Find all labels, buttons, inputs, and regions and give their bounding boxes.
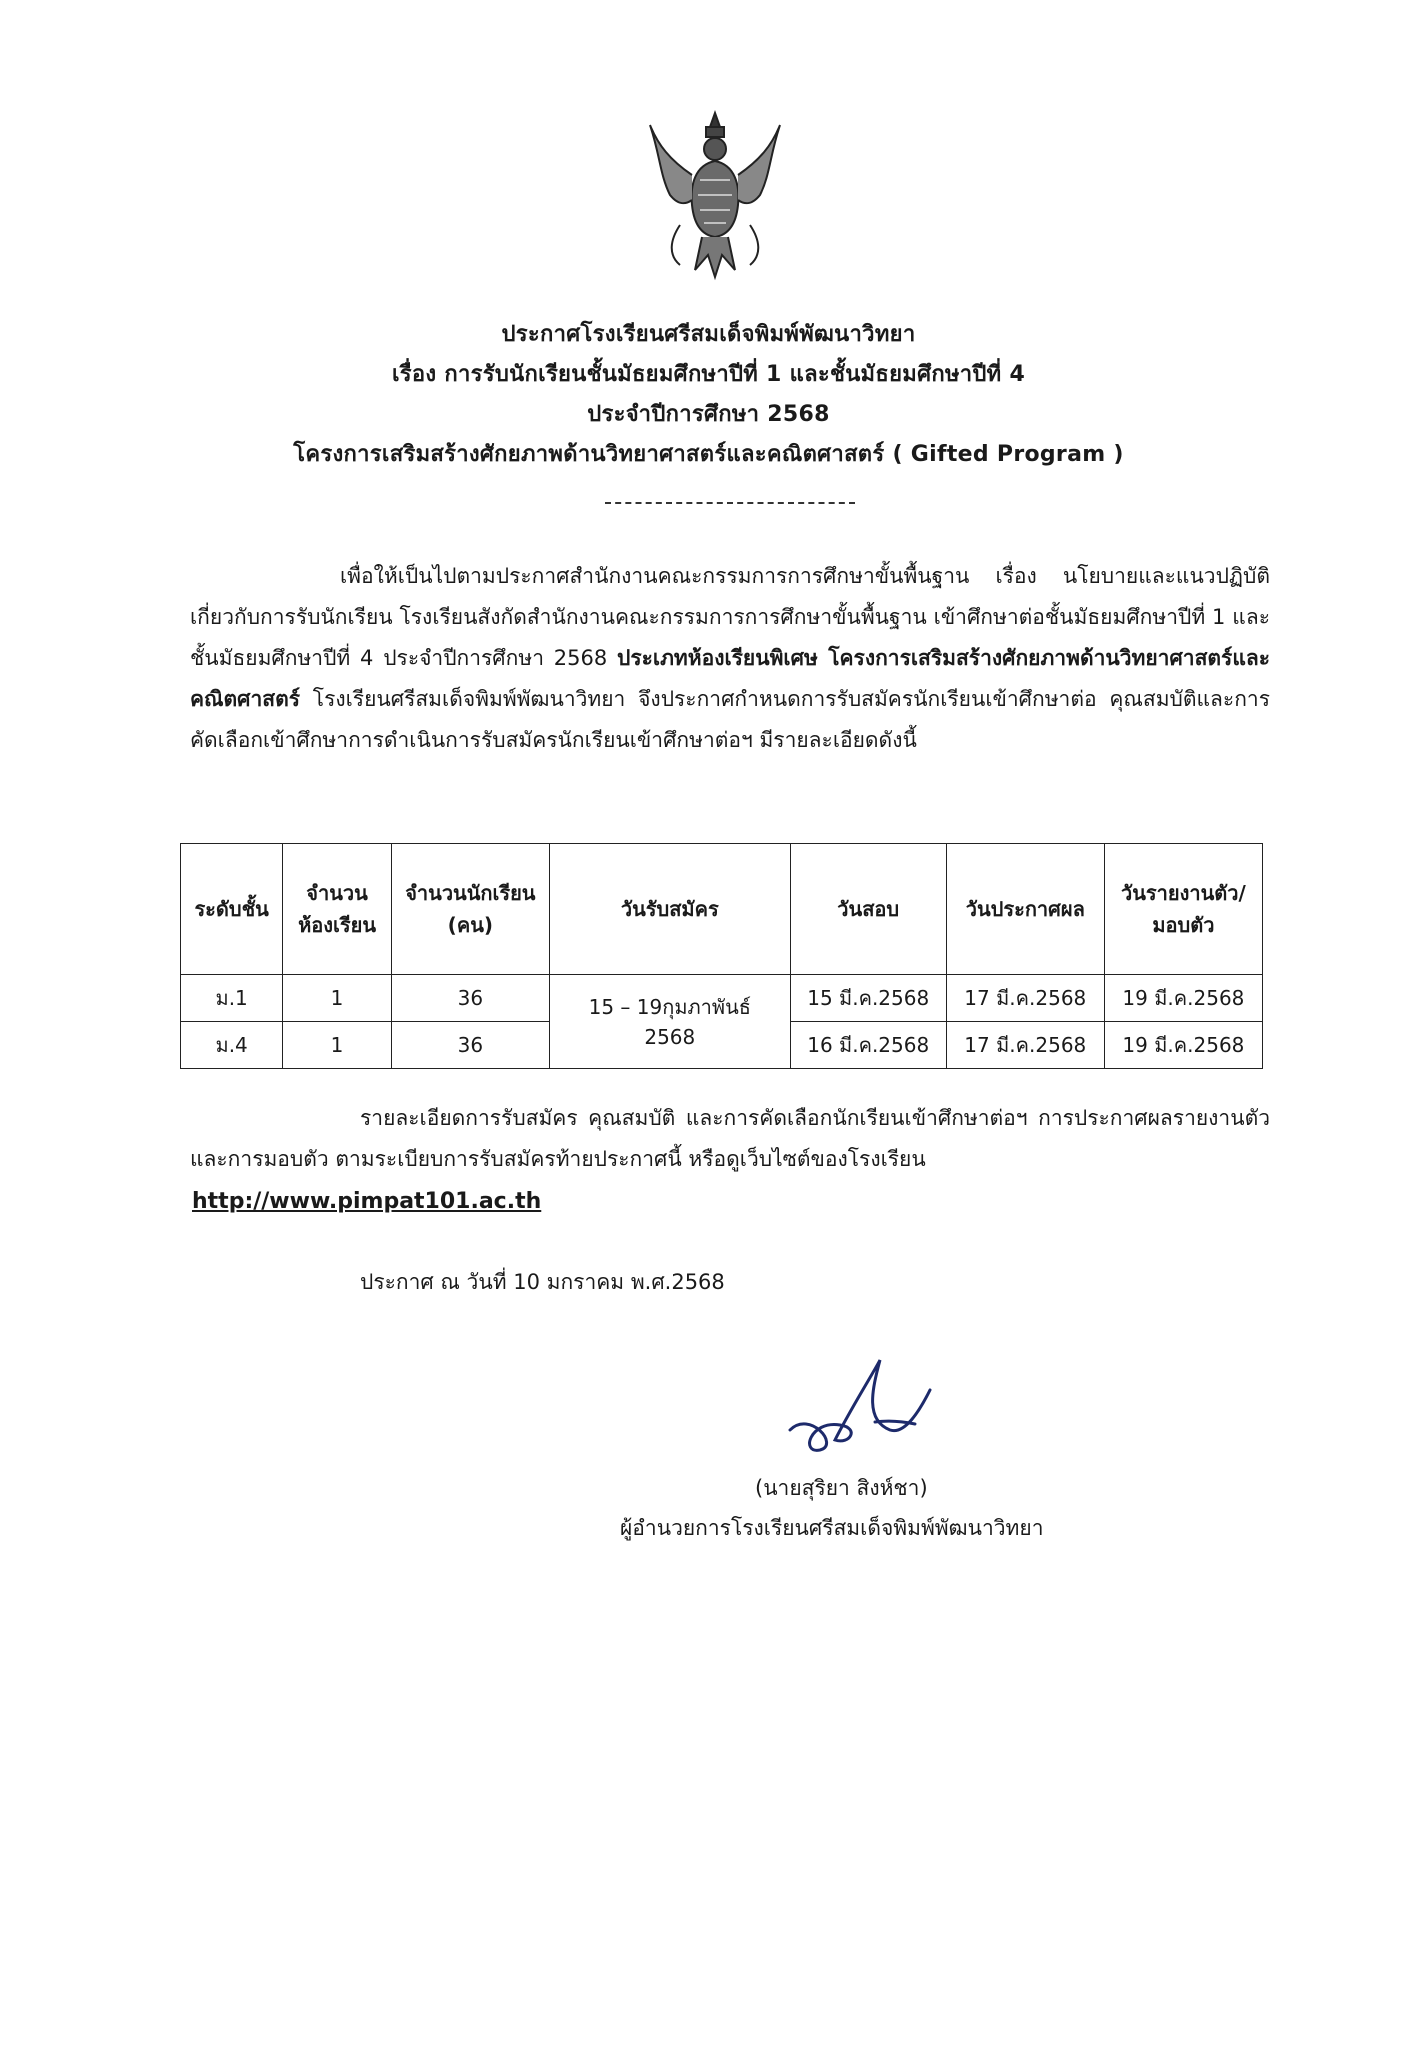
admission-schedule-table <box>180 843 1263 1069</box>
intro-text-a: เพื่อให้เป็นไปตามประกาศสำนักงานคณะกรรมการการศึกษาขั้นพื้นฐาน เรื่อง นโยบายและแนวปฏิบัติเกี่ยวกับการรับนักเรียน โรงเรียนสังกัดสำนักงานคณะกรรมการการศึกษาขั้นพื้นฐาน เข้าศึกษาต่อชั้นมัธยมศึกษาปีที่ 1 และชั้นมัธยมศึกษาปีที่ 4 ประจำปีการศึกษา 2568 <box>190 564 1270 670</box>
row-report: 19 มี.ค.2568 <box>1104 1022 1262 1069</box>
program-name: โครงการเสริมสร้างศักยภาพด้านวิทยาศาสตร์และคณิตศาสตร์ ( Gifted Program ) <box>293 442 1124 467</box>
header-report: วันรายงานตัว/มอบตัว <box>1104 844 1262 975</box>
row-result: 17 มี.ค.2568 <box>946 975 1104 1022</box>
header-result: วันประกาศผล <box>946 844 1104 975</box>
intro-paragraph <box>190 556 1270 761</box>
signer-name: (นายสุริยา สิงห์ชา) <box>755 1476 928 1500</box>
signer-title: ผู้อำนวยการโรงเรียนศรีสมเด็จพิมพ์พัฒนาวิทยา <box>620 1516 1044 1540</box>
announcement-subject: เรื่อง การรับนักเรียนชั้นมัธยมศึกษาปีที่ 1 และชั้นมัธยมศึกษาปีที่ 4 <box>391 362 1026 387</box>
intro-text-bold: ประเภทห้องเรียนพิเศษ โครงการเสริมสร้างศักยภาพด้านวิทยาศาสตร์และคณิตศาสตร์ <box>190 646 1271 711</box>
header-exam: วันสอบ <box>790 844 946 975</box>
signature-mark <box>780 1350 940 1460</box>
school-website-link[interactable]: http://www.pimpat101.ac.th <box>192 1189 542 1214</box>
apply-period: 15 – 19กุมภาพันธ์ 2568 <box>549 975 790 1069</box>
announcement-title-block <box>0 315 1417 475</box>
header-rooms: จำนวนห้องเรียน <box>283 844 392 975</box>
row-report: 19 มี.ค.2568 <box>1104 975 1262 1022</box>
dashed-divider <box>605 502 855 504</box>
row-rooms: 1 <box>283 1022 392 1069</box>
announcement-title: ประกาศโรงเรียนศรีสมเด็จพิมพ์พัฒนาวิทยา <box>501 322 916 347</box>
row-result: 17 มี.ค.2568 <box>946 1022 1104 1069</box>
header-apply: วันรับสมัคร <box>549 844 790 975</box>
academic-year: ประจำปีการศึกษา 2568 <box>587 402 830 427</box>
table-row <box>181 975 1263 1022</box>
garuda-emblem-icon <box>640 105 790 295</box>
table-header-row <box>181 844 1263 975</box>
row-students: 36 <box>391 975 549 1022</box>
details-paragraph <box>190 1098 1270 1180</box>
row-exam: 16 มี.ค.2568 <box>790 1022 946 1069</box>
header-level: ระดับชั้น <box>181 844 283 975</box>
row-exam: 15 มี.ค.2568 <box>790 975 946 1022</box>
intro-text-b: โรงเรียนศรีสมเด็จพิมพ์พัฒนาวิทยา จึงประกาศกำหนดการรับสมัครนักเรียนเข้าศึกษาต่อ คุณสมบัติและการคัดเลือกเข้าศึกษาการดำเนินการรับสมัครนักเรียนเข้าศึกษาต่อฯ มีรายละเอียดดังนี้ <box>190 687 1270 752</box>
row-students: 36 <box>391 1022 549 1069</box>
announcement-date: ประกาศ ณ วันที่ 10 มกราคม พ.ศ.2568 <box>360 1270 725 1294</box>
row-level: ม.1 <box>181 975 283 1022</box>
row-rooms: 1 <box>283 975 392 1022</box>
row-level: ม.4 <box>181 1022 283 1069</box>
header-students: จำนวนนักเรียน (คน) <box>391 844 549 975</box>
details-text: รายละเอียดการรับสมัคร คุณสมบัติ และการคัดเลือกนักเรียนเข้าศึกษาต่อฯ การประกาศผลรายงานตัว และการมอบตัว ตามระเบียบการรับสมัครท้ายประกาศนี้ หรือดูเว็บไซต์ของโรงเรียน <box>190 1106 1270 1171</box>
